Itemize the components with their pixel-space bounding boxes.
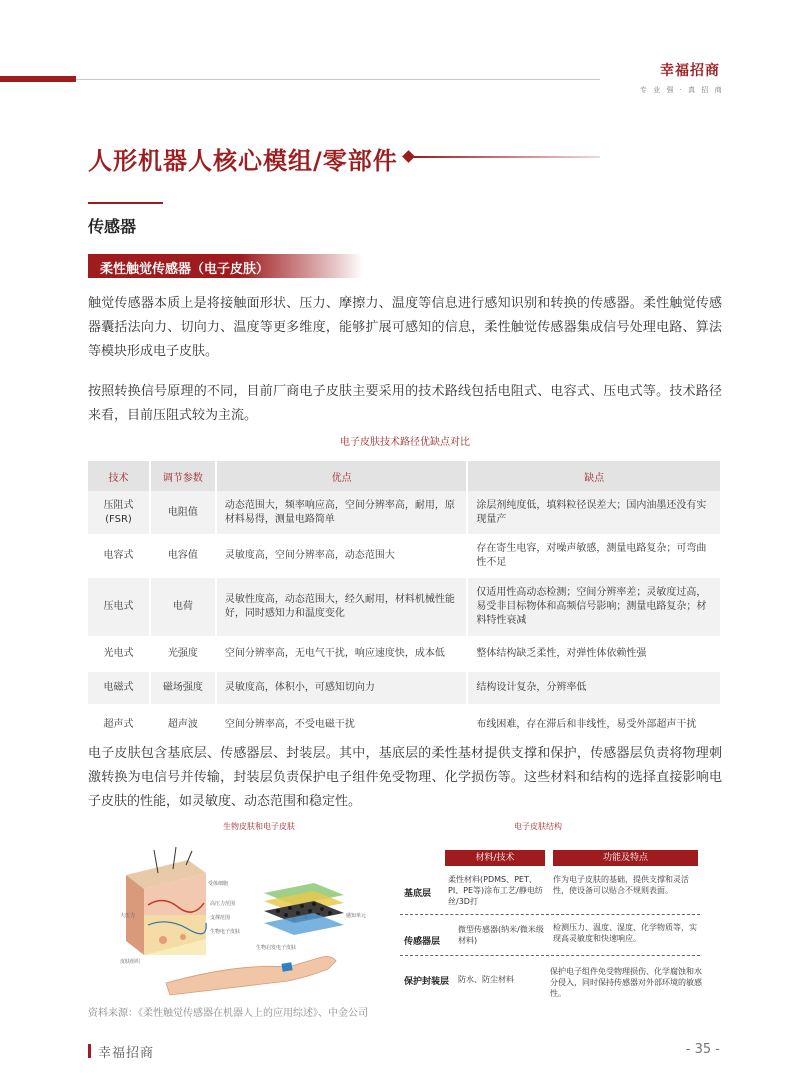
- title-decor-line: [412, 156, 600, 158]
- cell-param: 电荷: [150, 577, 216, 637]
- label-tissue: 皮肤组织: [120, 959, 141, 965]
- structure-layer-label: 传感器层: [404, 937, 441, 947]
- cell-param: 电阻值: [150, 491, 216, 535]
- cell-pros: 动态范围大，频率响应高，空间分辨率高，耐用，原材料易得，测量电路简单: [216, 491, 468, 535]
- structure-divider: [400, 955, 700, 956]
- label-bio-skin: 生物电子皮肤: [210, 929, 241, 935]
- table-row: [88, 637, 721, 671]
- source-note: 资料来源：《柔性触觉传感器在机器人上的应用综述》、中金公司: [88, 1008, 368, 1019]
- label-big-pressure: 大压力: [120, 913, 136, 919]
- sensor-patch: [281, 962, 292, 972]
- structure-function: 检测压力、温度、湿度、化学物质等，实现高灵敏度和快速响应。: [553, 923, 697, 943]
- table-caption: 电子皮肤技术路径优缺点对比: [340, 437, 470, 448]
- cell-pros: 灵敏度高，空间分辨率高，动态范围大: [216, 535, 468, 577]
- column-header-cons: 缺点: [467, 461, 721, 491]
- brand-logo: [640, 60, 724, 95]
- label-sensing: 感知单元: [346, 913, 367, 919]
- cell-tech: 光电式: [88, 637, 150, 671]
- figure-caption-right: 电子皮肤结构: [514, 822, 562, 831]
- column-header-pros: 优点: [216, 461, 468, 491]
- structure-layer-label: 保护封装层: [404, 977, 450, 987]
- skin-cross-section: [126, 847, 206, 955]
- cell-pros: 空间分辨率高，无电气干扰，响应速度快，成本低: [216, 637, 468, 671]
- cell-cons: 整体结构缺乏柔性，对弹性体依赖性强: [467, 637, 721, 671]
- cell-param: 超声波: [150, 705, 216, 745]
- table-header-row: [88, 461, 721, 491]
- cell-tech: 压电式: [88, 577, 150, 637]
- structure-layer-label: 基底层: [404, 889, 432, 899]
- brand-name: 幸福招商: [660, 63, 720, 79]
- figure-caption-left: 生物皮肤和电子皮肤: [223, 822, 295, 831]
- cell-pros: 灵敏度高，体积小，可感知切向力: [216, 671, 468, 705]
- electronic-skin-layers: [264, 883, 344, 935]
- column-header-param: 调节参数: [150, 461, 216, 491]
- table-row: [88, 671, 721, 705]
- cell-cons: 布线困难，存在滞后和非线性，易受外部超声干扰: [467, 705, 721, 745]
- label-receptor: 受体细胞: [208, 881, 229, 887]
- skin-illustration: [118, 845, 390, 1000]
- page-title: 人形机器人核心模组/零部件: [88, 147, 398, 175]
- structure-function: 保护电子组件免受物理损伤、化学腐蚀和水分侵入，同时保持传感器对外部环境的敏感性。: [550, 967, 702, 998]
- cell-param: 电容值: [150, 535, 216, 577]
- structure-material: 微型传感器(纳米/微米级材料): [458, 925, 544, 945]
- cell-pros: 空间分辨率高，不受电磁干扰: [216, 705, 468, 745]
- footer-accent-bar: [88, 1044, 91, 1058]
- paragraph-3: 电子皮肤包含基底层、传感器层、封装层。其中，基底层的柔性基材提供支撑和保护，传感器层负责将物理刺激转换为电信号并传输，封装层负责保护电子组件免受物理、化学损伤等。这些材料和结构的选择直接影响电子皮肤的性能，如灵敏度、动态范围和稳定性。: [88, 746, 722, 809]
- cell-cons: 涂层剂纯度低，填料粒径误差大；国内油墨还没有实现量产: [467, 491, 721, 535]
- header-rule: [76, 79, 600, 80]
- structure-divider: [400, 914, 700, 915]
- cell-tech: 超声式: [88, 705, 150, 745]
- cell-param: 磁场强度: [150, 671, 216, 705]
- label-e-skin: 生物启发电子皮肤: [256, 945, 297, 951]
- page-number: - 35 -: [685, 1042, 720, 1057]
- table-row: [88, 535, 721, 577]
- structure-function: 作为电子皮肤的基础，提供支撑和灵活性，使设备可以贴合不规则表面。: [553, 875, 689, 895]
- comparison-table: [88, 461, 722, 746]
- structure-header-function: 功能及特点: [553, 850, 698, 866]
- table-row: [88, 577, 721, 637]
- subsection-banner: 柔性触觉传感器（电子皮肤）: [88, 254, 363, 278]
- structure-header-material: 材料/技术: [445, 850, 545, 866]
- electronic-skin-structure: [400, 850, 710, 1000]
- structure-material: 防水、防尘材料: [458, 975, 514, 984]
- paragraph-1: 触觉传感器本质上是将接触面形状、压力、摩擦力、温度等信息进行感知识别和转换的传感器。柔性触觉传感器囊括法向力、切向力、温度等更多维度，能够扩展可感知的信息，柔性触觉传感器集成信号处理电路、算法等模块形成电子皮肤。: [88, 296, 722, 359]
- cell-tech: 压阻式 (FSR): [88, 491, 150, 535]
- label-support-range: 支撑范围: [210, 915, 231, 921]
- arm-illustration: [166, 957, 336, 996]
- cell-param: 光强度: [150, 637, 216, 671]
- title-underline: [88, 202, 163, 204]
- table-row: [88, 491, 721, 535]
- cell-pros: 灵敏性度高，动态范围大，经久耐用，材料机械性能好，同时感知力和温度变化: [216, 577, 468, 637]
- structure-material: 柔性材料(PDMS、PET、PI、PE等)涂布工艺/静电纺丝/3D打: [448, 875, 543, 906]
- label-pressure-range: 高压力范围: [210, 901, 236, 907]
- brand-tagline: 专 业 强 · 真 招 商: [640, 86, 724, 94]
- cell-tech: 电容式: [88, 535, 150, 577]
- header-accent-bar: [0, 76, 76, 82]
- column-header-tech: 技术: [88, 461, 150, 491]
- paragraph-2: 按照转换信号原理的不同，目前厂商电子皮肤主要采用的技术路线包括电阻式、电容式、压电式等。技术路径来看，目前压阻式较为主流。: [88, 384, 722, 423]
- cell-cons: 存在寄生电容，对噪声敏感，测量电路复杂；可弯曲性不足: [467, 535, 721, 577]
- cell-cons: 结构设计复杂，分辨率低: [467, 671, 721, 705]
- table-row: [88, 705, 721, 745]
- section-heading: 传感器: [88, 217, 137, 236]
- cell-cons: 仅适用性高动态检测；空间分辨率差；灵敏度过高，易受非目标物体和高频信号影响；测量电路复杂；材料特性衰减: [467, 577, 721, 637]
- cell-tech: 电磁式: [88, 671, 150, 705]
- footer-brand: 幸福招商: [98, 1046, 155, 1061]
